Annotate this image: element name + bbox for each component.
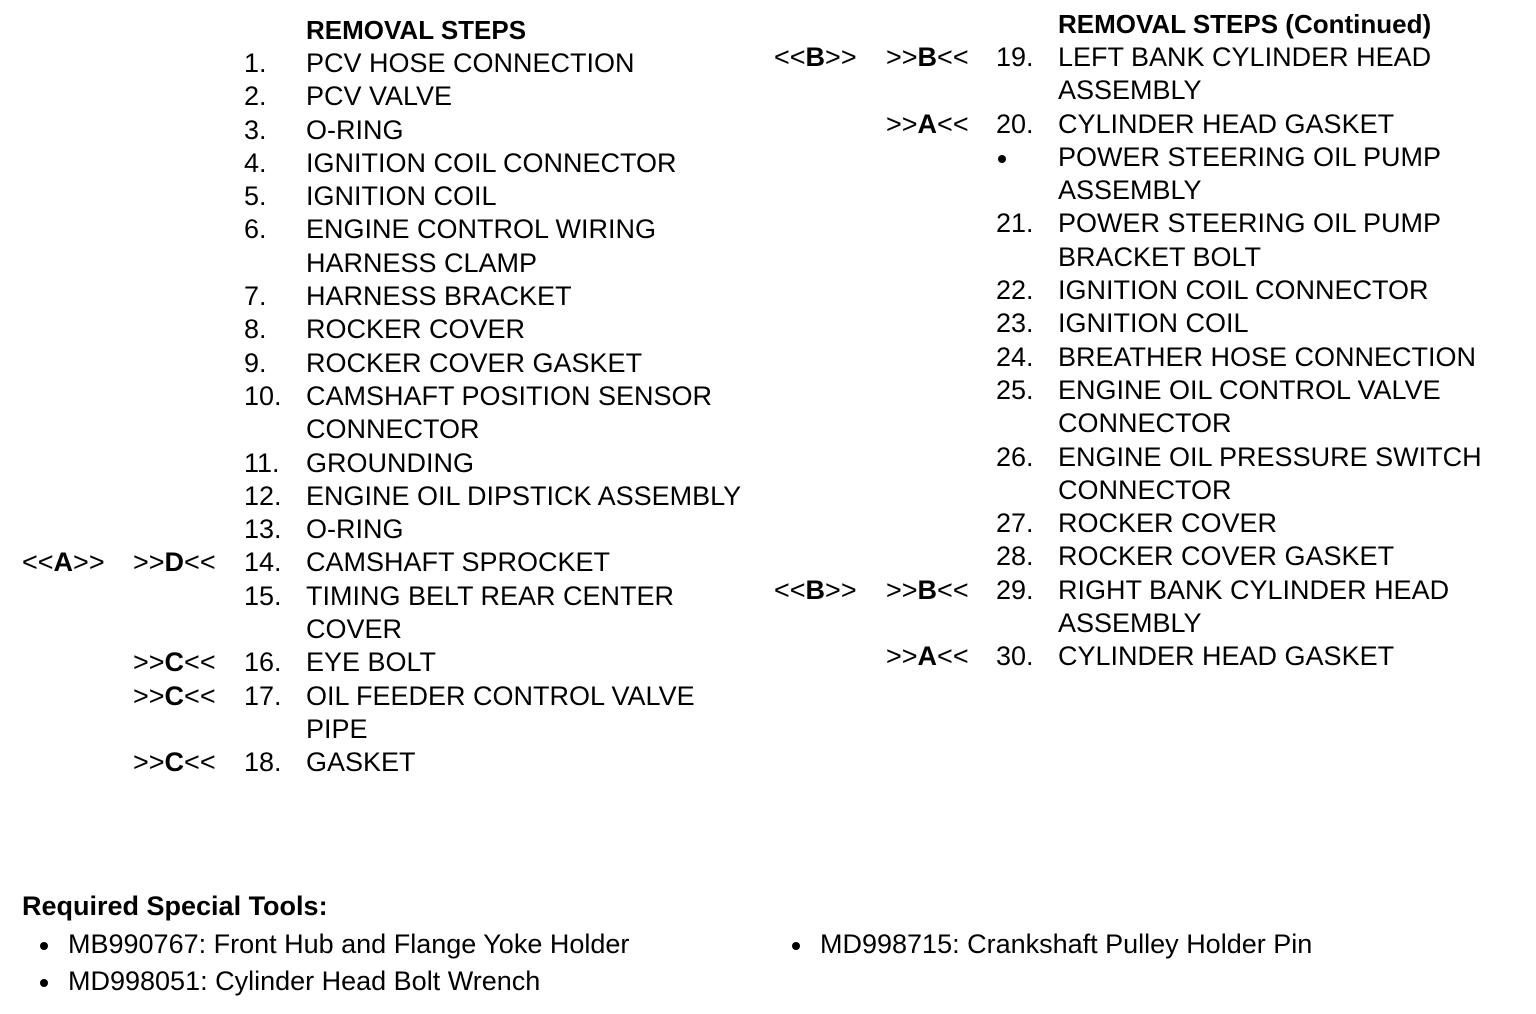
step-number: 14.: [244, 547, 282, 578]
installation-code: <<B>>: [774, 42, 857, 72]
step-text: CYLINDER HEAD GASKET: [1058, 108, 1395, 139]
tool-text: MB990767: Front Hub and Flange Yoke Holder: [68, 929, 630, 959]
step-row: [0, 580, 746, 647]
step-row: [0, 480, 746, 513]
step-row: [760, 307, 1528, 340]
step-number: 29.: [996, 574, 1034, 605]
step-text: GASKET: [306, 747, 416, 778]
step-text: HARNESS BRACKET: [306, 281, 572, 312]
step-text: PCV VALVE: [306, 81, 453, 112]
step-row: [760, 108, 1528, 141]
step-row: [0, 546, 746, 579]
step-row: [0, 114, 746, 147]
step-row: [760, 640, 1528, 673]
step-row: [760, 207, 1528, 274]
step-number: 2.: [244, 81, 267, 112]
tool-text: MD998715: Crankshaft Pulley Holder Pin: [820, 929, 1313, 959]
step-row: [0, 380, 746, 447]
step-row: [0, 80, 746, 113]
step-number: 11.: [244, 447, 280, 478]
step-text: EYE BOLT: [306, 647, 437, 678]
step-number: 12.: [244, 480, 282, 511]
removal-steps-list: [0, 47, 746, 780]
bullet-icon: [40, 942, 48, 950]
step-text: ENGINE OIL CONTROL VALVE CONNECTOR: [1058, 374, 1441, 439]
step-number: 25.: [996, 374, 1034, 405]
step-text: LEFT BANK CYLINDER HEAD ASSEMBLY: [1058, 42, 1432, 106]
step-row: [0, 680, 746, 747]
step-text: CAMSHAFT SPROCKET: [306, 547, 611, 578]
step-text: RIGHT BANK CYLINDER HEAD ASSEMBLY: [1058, 574, 1450, 639]
step-number: 6.: [244, 214, 267, 245]
step-number: 9.: [244, 347, 267, 378]
step-text: IGNITION COIL: [1058, 308, 1249, 339]
removal-steps-heading: REMOVAL STEPS: [306, 15, 527, 45]
required-special-tools: [22, 886, 1522, 1006]
step-number: 19.: [996, 42, 1034, 72]
tool-item: [774, 926, 1312, 963]
step-number: 15.: [244, 580, 282, 611]
step-text: BREATHER HOSE CONNECTION: [1058, 341, 1477, 372]
step-row: [0, 313, 746, 346]
removal-code: >>A<<: [886, 108, 969, 139]
step-number: 13.: [244, 514, 282, 545]
step-text: ENGINE CONTROL WIRING HARNESS CLAMP: [306, 214, 657, 278]
tool-item: [22, 963, 540, 1000]
step-number: 7.: [244, 281, 267, 312]
tool-text: MD998051: Cylinder Head Bolt Wrench: [68, 966, 541, 996]
installation-code: <<A>>: [22, 547, 105, 578]
step-text: OIL FEEDER CONTROL VALVE PIPE: [306, 680, 695, 744]
step-row: [760, 441, 1528, 508]
removal-code: >>C<<: [133, 747, 216, 778]
step-number: 22.: [996, 275, 1034, 306]
step-text: O-RING: [306, 514, 404, 545]
removal-code: >>B<<: [886, 574, 969, 605]
step-number: 18.: [244, 747, 282, 778]
removal-code: >>A<<: [886, 641, 969, 672]
tools-list: [22, 926, 1522, 1006]
step-text: ENGINE OIL PRESSURE SWITCH CONNECTOR: [1058, 441, 1482, 505]
step-text: IGNITION COIL CONNECTOR: [1058, 275, 1429, 306]
step-text: IGNITION COIL CONNECTOR: [306, 147, 677, 178]
step-row: [0, 347, 746, 380]
step-text: PCV HOSE CONNECTION: [306, 48, 635, 78]
step-text: POWER STEERING OIL PUMP ASSEMBLY: [1058, 141, 1441, 206]
bullet-icon: [792, 942, 800, 950]
step-row: [760, 41, 1528, 108]
removal-code: >>D<<: [133, 547, 216, 578]
step-number: 10.: [244, 380, 282, 411]
tools-title: Required Special Tools:: [22, 891, 328, 921]
step-number: 3.: [244, 114, 267, 145]
bullet-icon: [996, 141, 1006, 174]
step-row: [0, 447, 746, 480]
step-text: O-RING: [306, 114, 404, 145]
step-number: 5.: [244, 181, 267, 212]
step-text: ROCKER COVER: [306, 314, 526, 345]
step-row: [0, 147, 746, 180]
step-number: 24.: [996, 341, 1034, 372]
removal-steps-continued-list: [760, 41, 1528, 674]
step-text: CYLINDER HEAD GASKET: [1058, 641, 1395, 672]
step-number: 26.: [996, 441, 1034, 472]
step-number: 28.: [996, 541, 1034, 572]
step-row: [760, 341, 1528, 374]
step-text: ROCKER COVER GASKET: [1058, 541, 1395, 572]
step-row: [0, 746, 746, 779]
step-number: 20.: [996, 108, 1034, 139]
removal-code: >>C<<: [133, 647, 216, 678]
step-number: 16.: [244, 647, 282, 678]
step-number: 4.: [244, 147, 267, 178]
step-text: ROCKER COVER: [1058, 508, 1278, 539]
step-number: 21.: [996, 208, 1034, 239]
removal-code: >>B<<: [886, 42, 969, 72]
step-text: ENGINE OIL DIPSTICK ASSEMBLY: [306, 480, 742, 511]
step-number: 23.: [996, 308, 1034, 339]
removal-code: >>C<<: [133, 680, 216, 711]
bullet-icon: [40, 979, 48, 987]
step-row: [760, 540, 1528, 573]
step-row: [0, 213, 746, 280]
step-row: [0, 180, 746, 213]
removal-steps-continued-heading: REMOVAL STEPS (Continued): [1058, 9, 1432, 39]
step-row: [760, 574, 1528, 641]
step-row: [0, 280, 746, 313]
step-row: [760, 141, 1528, 208]
step-row: [760, 274, 1528, 307]
step-text: IGNITION COIL: [306, 181, 497, 212]
step-text: ROCKER COVER GASKET: [306, 347, 643, 378]
step-number: 17.: [244, 680, 282, 711]
tool-item: [22, 926, 629, 963]
step-number: 27.: [996, 508, 1034, 539]
step-number: 30.: [996, 641, 1034, 672]
step-number: 1.: [244, 48, 267, 78]
step-row: [0, 47, 746, 80]
step-text: CAMSHAFT POSITION SENSOR CONNECTOR: [306, 380, 713, 445]
step-text: POWER STEERING OIL PUMP BRACKET BOLT: [1058, 208, 1441, 272]
step-number: 8.: [244, 314, 267, 345]
step-row: [760, 507, 1528, 540]
step-row: [760, 374, 1528, 441]
step-row: [0, 513, 746, 546]
step-row: [0, 646, 746, 679]
step-text: GROUNDING: [306, 447, 474, 478]
step-text: TIMING BELT REAR CENTER COVER: [306, 580, 675, 645]
installation-code: <<B>>: [774, 574, 857, 605]
